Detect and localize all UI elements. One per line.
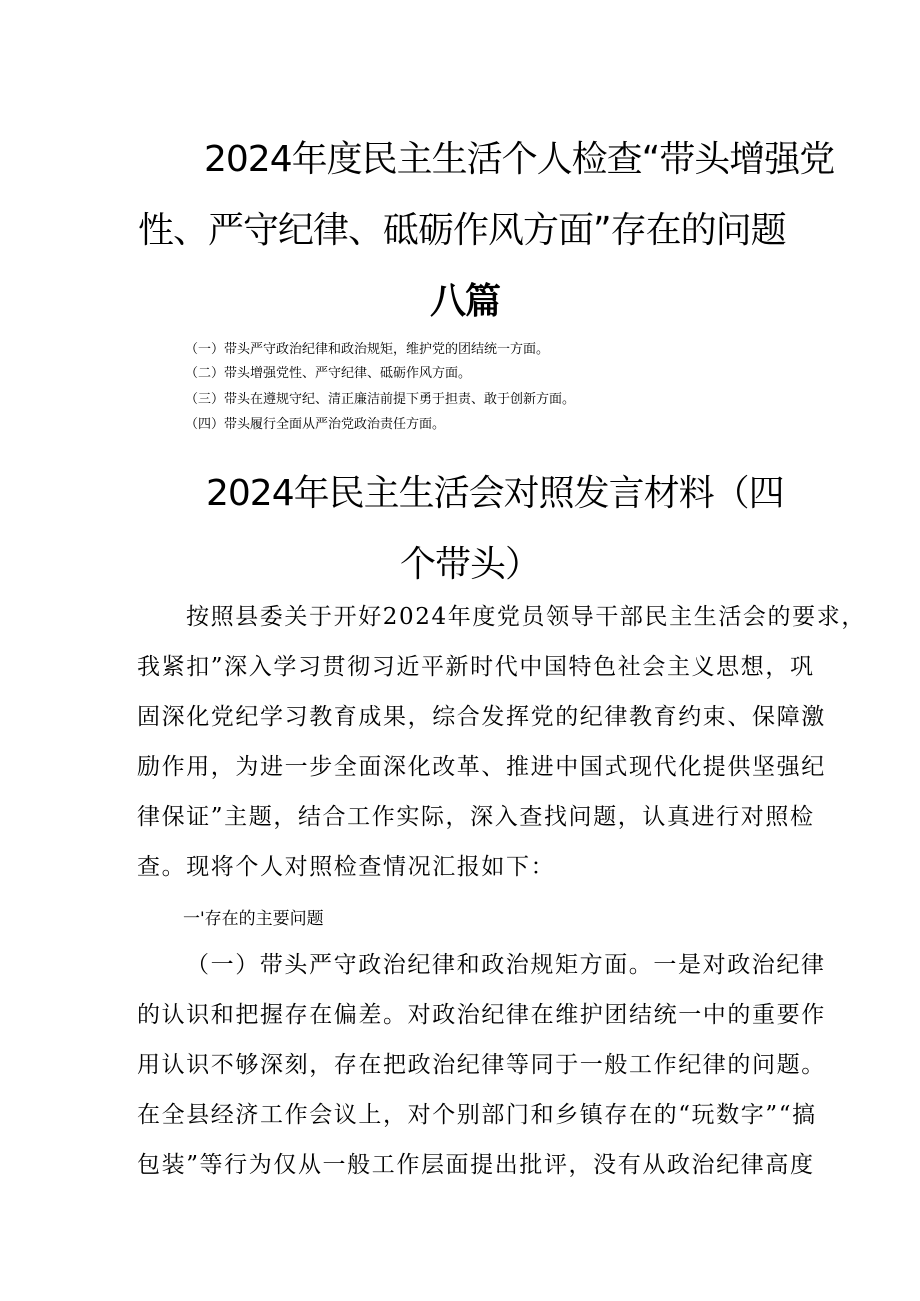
para1-line-2: 的认识和把握存在偏差。对政治纪律在维护团结统一中的重要作 — [137, 1002, 826, 1028]
para1-line-4: 在全县经济工作会议上，对个别部门和乡镇存在的“玩数字”“搞 — [137, 1102, 817, 1128]
article-title-line-2: 个带头） — [400, 544, 541, 585]
toc-item-4: （四）带头履行全面从严治党政治责任方面。 — [185, 417, 446, 432]
intro-line-1: 按照县委关于开好2024年度党员领导干部民主生活会的要求， — [186, 604, 866, 630]
doc-title-line-1: 2024年度民主生活个人检查“带头增强党 — [204, 139, 835, 180]
intro-line-4: 励作用，为进一步全面深化改革、推进中国式现代化提供坚强纪 — [137, 754, 826, 780]
article-title-line-1: 2024年民主生活会对照发言材料（四 — [206, 473, 784, 514]
section-heading: 一'存在的主要问题 — [183, 909, 324, 929]
para1-line-1: （一）带头严守政治纪律和政治规矩方面。一是对政治纪律 — [186, 952, 826, 978]
toc-item-3: （三）带头在遵规守纪、清正廉洁前提下勇于担责、敢于创新方面。 — [185, 392, 576, 407]
intro-line-3: 固深化党纪学习教育成果，综合发挥党的纪律教育约束、保障激 — [137, 704, 826, 730]
toc-item-1: （一）带头严守政治纪律和政治规矩，维护党的团结统一方面。 — [185, 342, 550, 357]
intro-line-2: 我紧扣”深入学习贯彻习近平新时代中国特色社会主义思想，巩 — [137, 654, 815, 680]
intro-line-6: 查。现将个人对照检查情况汇报如下： — [137, 854, 556, 880]
doc-title-line-2: 性、严守纪律、砥砺作风方面”存在的问题 — [138, 210, 786, 251]
para1-line-5: 包装”等行为仅从一般工作层面提出批评，没有从政治纪律高度 — [137, 1152, 815, 1178]
para1-line-3: 用认识不够深刻，存在把政治纪律等同于一般工作纪律的问题。 — [137, 1052, 826, 1078]
intro-line-5: 律保证”主题，结合工作实际，深入查找问题，认真进行对照检 — [137, 804, 815, 830]
doc-title-line-3: 八篇 — [430, 281, 501, 322]
toc-item-2: （二）带头增强党性、严守纪律、砥砺作风方面。 — [185, 366, 472, 381]
